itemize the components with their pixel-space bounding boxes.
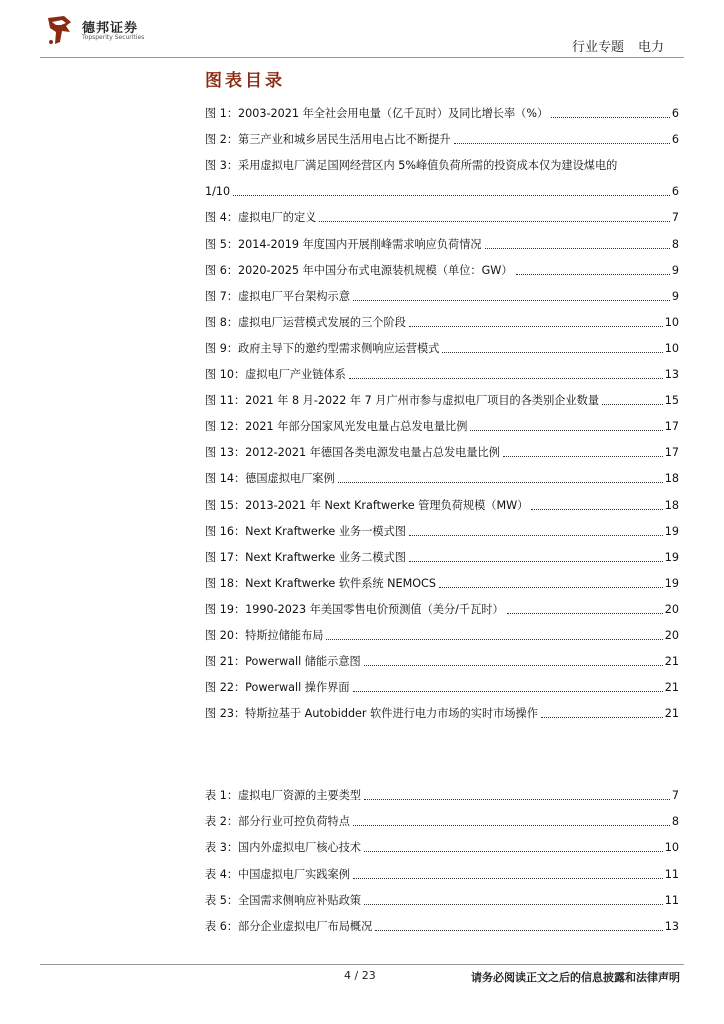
toc-entry[interactable] xyxy=(205,391,679,409)
toc-entry-page: 17 xyxy=(664,420,679,434)
toc-entry[interactable] xyxy=(205,339,679,357)
dot-leader xyxy=(507,613,663,614)
toc-entry-page: 20 xyxy=(664,602,679,616)
toc-entry-title: 图 9：政府主导下的邀约型需求侧响应运营模式 xyxy=(205,341,440,355)
toc-entry-title: 图 23：特斯拉基于 Autobidder 软件进行电力市场的实时市场操作 xyxy=(205,707,538,721)
toc-title: 图表目录 xyxy=(205,71,285,91)
dot-leader xyxy=(326,639,662,640)
toc-entry[interactable] xyxy=(205,235,679,253)
toc-entry-title: 图 17：Next Kraftwerke 业务二模式图 xyxy=(205,550,406,564)
toc-entry-page: 13 xyxy=(664,920,679,933)
report-type: 行业专题 xyxy=(571,40,624,55)
toc-entry-title: 图 3：采用虚拟电厂满足国网经营区内 5%峰值负荷所需的投资成本仅为建设煤电的 xyxy=(205,159,618,173)
toc-entry-page: 11 xyxy=(664,867,679,881)
dot-leader xyxy=(353,825,670,826)
dot-leader xyxy=(233,195,670,196)
toc-entry-page: 19 xyxy=(664,550,679,564)
toc-entry-title: 表 6：部分企业虚拟电厂布局概况 xyxy=(205,920,373,933)
toc-entry-title: 图 21：Powerwall 储能示意图 xyxy=(205,655,361,669)
toc-entry-title: 图 7：虚拟电厂平台架构示意 xyxy=(205,289,350,303)
toc-entry-title: 图 20：特斯拉储能布局 xyxy=(205,629,324,642)
toc-entry-title: 图 10：虚拟电厂产业链体系 xyxy=(205,368,346,381)
toc-entry-page: 21 xyxy=(664,681,679,695)
dot-leader xyxy=(516,274,670,275)
dot-leader xyxy=(409,535,663,536)
toc-entry-page: 6 xyxy=(671,133,679,147)
dot-leader xyxy=(353,691,663,692)
dot-leader xyxy=(353,300,670,301)
toc-entry-title: 图 16：Next Kraftwerke 业务一模式图 xyxy=(205,524,406,538)
toc-entry-page: 21 xyxy=(664,655,679,669)
toc-entry[interactable] xyxy=(205,574,679,592)
toc-entry-title: 1/10 xyxy=(205,185,231,199)
dot-leader xyxy=(364,665,663,666)
toc-entry-page: 18 xyxy=(664,472,679,486)
toc-entry[interactable] xyxy=(205,156,679,174)
dot-leader xyxy=(375,930,662,931)
toc-entry[interactable] xyxy=(205,891,679,909)
toc-entry-page: 18 xyxy=(664,498,679,512)
toc-entry-page: 17 xyxy=(664,446,679,460)
toc-entry[interactable] xyxy=(205,917,679,935)
dot-leader xyxy=(541,717,663,718)
toc-entry-title: 图 6：2020-2025 年中国分布式电源装机规模（单位：GW） xyxy=(205,263,513,277)
report-category xyxy=(572,36,664,55)
toc-entry-title: 表 1：虚拟电厂资源的主要类型 xyxy=(205,789,362,802)
dot-leader xyxy=(551,117,670,118)
toc-entry-title: 图 2：第三产业和城乡居民生活用电占比不断提升 xyxy=(205,133,451,147)
dot-leader xyxy=(353,878,663,879)
dot-leader xyxy=(454,143,670,144)
toc-entry-title: 图 15：2013-2021 年 Next Kraftwerke 管理负荷规模（MW） xyxy=(205,498,529,512)
toc-entry[interactable] xyxy=(205,104,679,122)
dot-leader xyxy=(409,326,663,327)
toc-entry-title: 图 1：2003-2021 年全社会用电量（亿千瓦时）及同比增长率（%） xyxy=(205,107,549,120)
dot-leader xyxy=(364,904,663,905)
toc-entry-page: 11 xyxy=(664,893,679,907)
logo-chinese-name: 德邦证券 xyxy=(82,21,139,36)
company-logo xyxy=(44,14,244,46)
toc-entry-title: 图 12：2021 年部分国家风光发电量占总发电量比例 xyxy=(205,420,468,434)
toc-entry-title: 图 8：虚拟电厂运营模式发展的三个阶段 xyxy=(205,315,406,329)
toc-entry-title: 图 4：虚拟电厂的定义 xyxy=(205,211,317,225)
dot-leader xyxy=(338,482,663,483)
toc-entry[interactable] xyxy=(205,812,679,830)
toc-entry-page: 10 xyxy=(664,315,679,329)
toc-entry-page: 20 xyxy=(664,629,679,642)
toc-entry-title: 图 19：1990-2023 年美国零售电价预测值（美分/千瓦时） xyxy=(205,602,504,616)
toc-entry[interactable] xyxy=(205,865,679,883)
toc-entry-page: 19 xyxy=(664,576,679,590)
toc-entry[interactable] xyxy=(205,208,679,226)
toc-entry-page: 21 xyxy=(664,707,679,721)
toc-entry-title: 表 2：部分行业可控负荷特点 xyxy=(205,815,350,829)
toc-entry-title: 图 5：2014-2019 年度国内开展削峰需求响应负荷情况 xyxy=(205,237,482,251)
dot-leader xyxy=(442,352,662,353)
toc-entry-page: 9 xyxy=(671,289,679,303)
dot-leader xyxy=(364,851,663,852)
toc-entry[interactable] xyxy=(205,522,679,540)
dot-leader xyxy=(319,221,670,222)
toc-entry-page: 8 xyxy=(671,815,679,829)
toc-entry-page: 10 xyxy=(664,341,679,355)
toc-entry[interactable] xyxy=(205,548,679,566)
toc-entry-page: 10 xyxy=(664,841,679,855)
dot-leader xyxy=(485,248,670,249)
toc-entry[interactable] xyxy=(205,496,679,514)
toc-entry[interactable] xyxy=(205,261,679,279)
toc-entry[interactable] xyxy=(205,313,679,331)
toc-entry-page: 9 xyxy=(671,263,679,277)
footer-divider xyxy=(40,964,684,965)
toc-entry[interactable] xyxy=(205,704,679,722)
toc-entry-title: 表 3：国内外虚拟电厂核心技术 xyxy=(205,841,362,855)
dot-leader xyxy=(439,587,663,588)
header-divider xyxy=(40,57,684,58)
toc-entry[interactable] xyxy=(205,652,679,670)
toc-entry[interactable] xyxy=(205,600,679,618)
toc-entry[interactable] xyxy=(205,182,679,200)
toc-entry-page: 6 xyxy=(671,185,679,199)
logo-mark-icon xyxy=(44,14,74,46)
toc-entry[interactable] xyxy=(205,417,679,435)
logo-english-name: Topsperity Securities xyxy=(82,34,145,41)
toc-entry-page: 13 xyxy=(664,368,679,381)
toc-entry[interactable] xyxy=(205,443,679,461)
toc-entry-title: 图 22：Powerwall 操作界面 xyxy=(205,681,350,695)
page-number: 4 / 23 xyxy=(344,969,376,982)
toc-entry-page: 6 xyxy=(671,107,679,120)
toc-entry-title: 图 18：Next Kraftwerke 软件系统 NEMOCS xyxy=(205,576,436,590)
toc-entry[interactable] xyxy=(205,786,679,804)
toc-entry[interactable] xyxy=(205,838,679,856)
toc-entry-title: 图 11：2021 年 8 月-2022 年 7 月广州市参与虚拟电厂项目的各类别企业数量 xyxy=(205,394,600,408)
toc-entry[interactable] xyxy=(205,365,679,383)
dot-leader xyxy=(409,561,663,562)
toc-entry-page: 7 xyxy=(671,211,679,225)
toc-entry-title: 图 13：2012-2021 年德国各类电源发电量占总发电量比例 xyxy=(205,446,500,460)
toc-entry-page: 8 xyxy=(671,237,679,251)
toc-entry-page: 7 xyxy=(671,789,679,802)
toc-entry-title: 表 5：全国需求侧响应补贴政策 xyxy=(205,893,362,907)
toc-entry[interactable] xyxy=(205,130,679,148)
toc-entry-title: 表 4：中国虚拟电厂实践案例 xyxy=(205,867,350,881)
dot-leader xyxy=(349,378,663,379)
dot-leader xyxy=(602,404,663,405)
toc-entry[interactable] xyxy=(205,626,679,644)
report-industry: 电力 xyxy=(637,40,664,55)
dot-leader xyxy=(531,509,662,510)
toc-entry[interactable] xyxy=(205,678,679,696)
toc-entry-page: 15 xyxy=(664,394,679,408)
toc-entry-page: 19 xyxy=(664,524,679,538)
disclaimer-note: 请务必阅读正文之后的信息披露和法律声明 xyxy=(471,971,680,984)
toc-entry-title: 图 14：德国虚拟电厂案例 xyxy=(205,472,335,486)
toc-entry[interactable] xyxy=(205,287,679,305)
dot-leader xyxy=(470,430,662,431)
dot-leader xyxy=(364,799,670,800)
dot-leader xyxy=(503,456,663,457)
toc-entry[interactable] xyxy=(205,469,679,487)
